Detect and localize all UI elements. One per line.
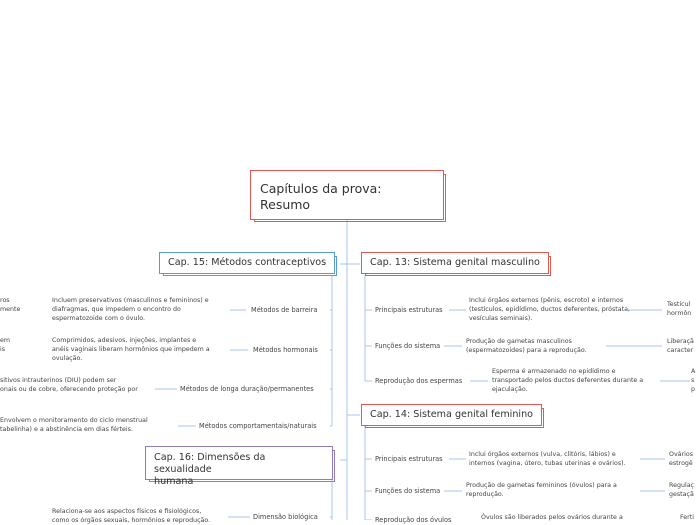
- desc-line: diafragmas, que impedem o encontro do: [52, 306, 181, 313]
- cap15-item-label[interactable]: Métodos comportamentais/naturais: [199, 422, 317, 430]
- cap13-title: Cap. 13: Sistema genital masculino: [370, 257, 540, 268]
- cap13-item-desc[interactable]: [466, 337, 587, 355]
- desc-line: Envolvem o monitoramento do ciclo menstrual: [0, 417, 148, 424]
- desc-line: A: [691, 368, 696, 375]
- desc-line: Ovários: [669, 451, 694, 458]
- cap15-item-desc[interactable]: [52, 336, 210, 363]
- cap15-item-desc[interactable]: [0, 416, 148, 434]
- desc-line: como os órgãos sexuais, hormônios e reprodução.: [52, 517, 211, 524]
- desc-line: ros: [0, 297, 10, 304]
- desc-line: transportado pelos ductos deferentes durante a: [492, 377, 644, 384]
- desc-line: Esperma é armazenado no epidídimo e: [492, 368, 616, 375]
- cap15-item-label[interactable]: Métodos de longa duração/permanentes: [180, 385, 314, 393]
- desc-line: ovulação.: [52, 355, 83, 362]
- cap15-item-label[interactable]: Métodos de barreira: [251, 306, 318, 314]
- desc-line: vesículas seminais).: [469, 315, 533, 322]
- cap16-item-label[interactable]: Dimensão biológica: [253, 513, 318, 521]
- cap15-title: Cap. 15: Métodos contraceptivos: [168, 257, 327, 268]
- cap14-item-label[interactable]: Funções do sistema: [375, 487, 441, 495]
- cap13-item-far-text[interactable]: [667, 337, 694, 355]
- central-title-line2: Resumo: [260, 197, 311, 212]
- desc-line: ejaculação.: [492, 386, 528, 393]
- desc-line: anéis vaginais liberam hormônios que impedem a: [52, 346, 210, 353]
- cap16-title-line1: Cap. 16: Dimensões da sexualidade: [154, 452, 266, 475]
- desc-line: gestaçã: [669, 491, 694, 498]
- desc-line: em: [0, 337, 11, 344]
- cap13-item-label[interactable]: Funções do sistema: [375, 342, 441, 350]
- cap16-item-desc[interactable]: [52, 507, 210, 525]
- central-title-line1: Capítulos da prova:: [260, 181, 382, 196]
- desc-line: caracter: [667, 347, 694, 354]
- cap14-item-far-text[interactable]: [669, 450, 693, 468]
- desc-line: (espermatozoides) para a reprodução.: [466, 347, 587, 354]
- desc-line: Inclui órgãos externos (vulva, clitóris, lábios) e: [469, 451, 616, 458]
- cap15-item-far-text[interactable]: [0, 296, 20, 314]
- desc-line: is: [0, 346, 6, 353]
- topic-cap13[interactable]: [361, 252, 549, 274]
- desc-line: internos (vagina, útero, tubas uterinas e ovários).: [469, 460, 626, 467]
- central-title: [260, 181, 435, 213]
- cap14-item-label[interactable]: Principais estruturas: [375, 455, 443, 463]
- desc-line: Produção de gametas masculinos: [466, 338, 572, 345]
- cap14-item-desc[interactable]: [466, 481, 617, 499]
- desc-line: Inclui órgãos externos (pênis, escroto) e internos: [469, 297, 624, 304]
- cap14-item-far-text[interactable]: [669, 481, 694, 499]
- desc-line: s: [691, 377, 695, 384]
- desc-line: Regulaç: [669, 482, 695, 489]
- desc-line: p: [691, 386, 695, 393]
- desc-line: mente: [0, 306, 21, 313]
- cap13-item-desc[interactable]: [492, 367, 643, 394]
- cap14-item-far-text[interactable]: [680, 513, 694, 522]
- desc-line: Ferti: [680, 514, 694, 521]
- cap14-title: Cap. 14: Sistema genital feminino: [370, 409, 534, 420]
- cap14-item-desc[interactable]: [481, 513, 623, 522]
- cap13-item-far-text[interactable]: [691, 367, 695, 394]
- cap13-item-label[interactable]: Reprodução dos espermas: [375, 377, 463, 385]
- cap13-item-label[interactable]: Principais estruturas: [375, 306, 443, 314]
- desc-line: estrogê: [669, 460, 693, 467]
- cap13-item-desc[interactable]: [469, 296, 630, 323]
- cap15-item-far-text[interactable]: [0, 336, 10, 354]
- cap16-title-line2: humana: [154, 476, 194, 487]
- topic-cap14[interactable]: [361, 404, 542, 426]
- cap14-item-label[interactable]: Reprodução dos óvulos: [375, 516, 452, 524]
- desc-line: onais ou de cobre, oferecendo proteção por: [0, 386, 138, 393]
- topic-cap16[interactable]: [145, 446, 333, 487]
- desc-line: Incluem preservativos (masculinos e femininos) e: [52, 297, 209, 304]
- desc-line: Óvulos são liberados pelos ovários durante a: [481, 514, 623, 521]
- desc-line: sitivos intrauterinos (DIU) podem ser: [0, 377, 117, 384]
- cap14-item-desc[interactable]: [469, 450, 626, 468]
- desc-line: Produção de gametas femininos (óvulos) para a: [466, 482, 617, 489]
- cap15-item-desc[interactable]: [52, 296, 209, 323]
- cap15-item-desc[interactable]: [0, 376, 138, 394]
- desc-line: Testícul: [667, 301, 691, 308]
- topic-cap15[interactable]: [159, 252, 335, 274]
- desc-line: tabelinha) e a abstinência em dias férteis.: [0, 426, 133, 433]
- desc-line: Relaciona-se aos aspectos físicos e fisiológicos,: [52, 508, 202, 515]
- central-topic[interactable]: [250, 170, 444, 220]
- cap13-item-far-text[interactable]: [667, 300, 691, 318]
- desc-line: hormôn: [667, 310, 692, 317]
- cap15-item-label[interactable]: Métodos hormonais: [253, 346, 318, 354]
- desc-line: espermatozoide com o óvulo.: [52, 315, 145, 322]
- desc-line: reprodução.: [466, 491, 504, 498]
- desc-line: Liberaçã: [667, 338, 694, 345]
- desc-line: Comprimidos, adesivos, injeções, implantes e: [52, 337, 197, 344]
- desc-line: (testículos, epidídimo, ductos deferentes, próstata,: [469, 306, 630, 313]
